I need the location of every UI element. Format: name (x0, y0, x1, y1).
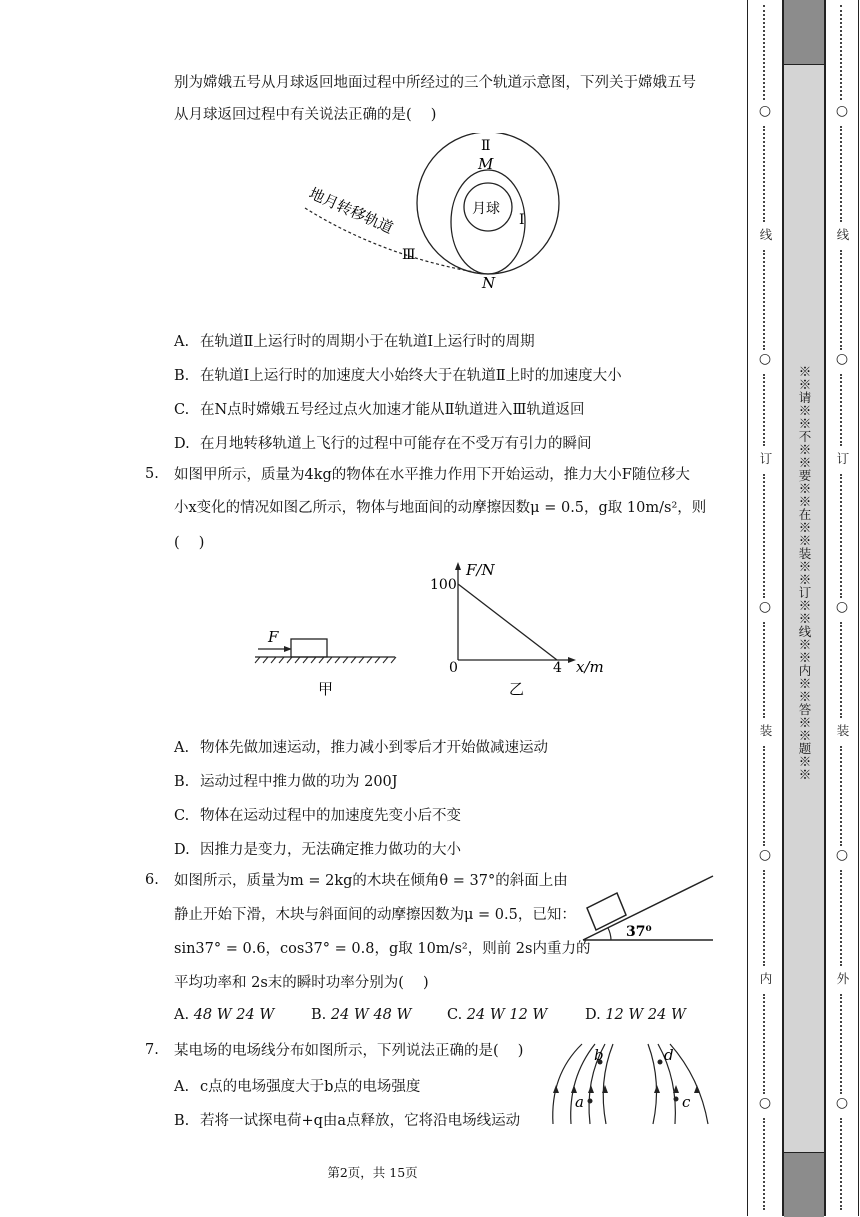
outer-dots-1 (840, 5, 844, 100)
y-axis-label: F/N (466, 561, 495, 579)
q5-option-c: C. 物体在运动过程中的加速度先变小后不变 (174, 808, 461, 824)
q5-line1: 如图甲所示，质量为4kg的物体在水平推力作用下开始运动，推力大小F随位移大 (174, 467, 690, 483)
inner-label-xian: 线 (758, 228, 773, 242)
warning-text: ※※请※※不※※要※※在※※装※※订※※线※※内※※答※※题※※ (797, 365, 812, 781)
warning-strip-top-block (784, 0, 824, 65)
q6-option-a: A. 48 W 24 W (174, 1007, 275, 1023)
inner-dots-4 (763, 374, 767, 446)
q5-option-a: A. 物体先做加速运动，推力减小到零后才开始做减速运动 (174, 740, 548, 756)
field-line-5 (648, 1044, 657, 1124)
outer-circle-1: ○ (835, 103, 849, 119)
ground-hatch (255, 657, 396, 663)
outer-dots-9 (840, 994, 844, 1094)
orbit-I (451, 170, 525, 274)
inner-dots-10 (763, 1118, 767, 1210)
outer-dots-8 (840, 870, 844, 966)
field-line-4 (603, 1044, 613, 1124)
outer-dots-10 (840, 1118, 844, 1210)
q6-line3: sin37° = 0.6，cos37° = 0.8，g取 10m/s²，则前 2s内重力的 (174, 941, 591, 957)
label-N: N (482, 274, 496, 292)
outer-label-zhuang: 装 (835, 724, 850, 738)
page-footer: 第2页，共 15页 (327, 1165, 418, 1180)
label-yi: 乙 (509, 680, 525, 698)
inner-circle-4: ○ (758, 847, 772, 863)
q4-intro-line1: 别为嫦娥五号从月球返回地面过程中所经过的三个轨道示意图，下列关于嫦娥五号 (174, 75, 696, 91)
inner-circle-5: ○ (758, 1095, 772, 1111)
inner-dots-1 (763, 5, 767, 100)
label-jia: 甲 (318, 680, 334, 698)
q6-option-d: D. 12 W 24 W (585, 1007, 686, 1023)
q4-option-d: D. 在月地转移轨道上飞行的过程中可能存在不受万有引力的瞬间 (174, 436, 592, 452)
point-c (674, 1097, 679, 1102)
label-moon: 月球 (472, 201, 500, 217)
outer-dots-5 (840, 474, 844, 598)
q4-option-c: C. 在N点时嫦娥五号经过点火加速才能从Ⅱ轨道进入Ⅲ轨道返回 (174, 402, 585, 418)
q4-option-a: A. 在轨道Ⅱ上运行时的周期小于在轨道Ⅰ上运行时的周期 (174, 334, 535, 350)
q7-line1: 某电场的电场线分布如图所示，下列说法正确的是( ) (174, 1043, 524, 1059)
inner-dots-6 (763, 622, 767, 718)
inner-circle-1: ○ (758, 103, 772, 119)
inner-label-zhuang: 装 (758, 724, 773, 738)
label-I: Ⅰ (519, 212, 525, 228)
inner-dots-7 (763, 746, 767, 846)
y-tick-100: 100 (430, 577, 457, 593)
q5-line2: 小x变化的情况如图乙所示，物体与地面间的动摩擦因数μ = 0.5，g取 10m/s²，则 (174, 500, 707, 516)
outer-dots-7 (840, 746, 844, 846)
outer-label-xian: 线 (835, 228, 850, 242)
inner-dots-2 (763, 126, 767, 222)
label-II: Ⅱ (481, 138, 491, 154)
f-x-line (458, 584, 557, 660)
q6-option-b: B. 24 W 48 W (311, 1007, 412, 1023)
q4-intro-line2: 从月球返回过程中有关说法正确的是( ) (174, 107, 437, 123)
origin-label: 0 (449, 660, 458, 676)
x-axis-arrow (568, 657, 576, 663)
q6-line1: 如图所示，质量为m = 2kg的木块在倾角θ = 37°的斜面上由 (174, 873, 568, 889)
inner-column (747, 0, 783, 1216)
block (291, 639, 327, 657)
angle-label: 37⁰ (626, 924, 652, 940)
q5-line3: ( ) (174, 535, 205, 551)
wood-block (587, 893, 626, 930)
binding-margin (745, 0, 860, 1216)
orbit-diagram (300, 133, 560, 293)
label-d: d (664, 1046, 674, 1064)
outer-dots-4 (840, 374, 844, 446)
q5-option-d: D. 因推力是变力，无法确定推力做功的大小 (174, 842, 461, 858)
outer-dots-6 (840, 622, 844, 718)
inner-dots-9 (763, 994, 767, 1094)
q5-number: 5. (145, 466, 159, 482)
warning-strip-bottom-block (784, 1152, 824, 1217)
label-c: c (682, 1093, 691, 1111)
inner-label-ding: 订 (758, 452, 773, 466)
q7-option-b: B. 若将一试探电荷+q由a点释放，它将沿电场线运动 (174, 1113, 521, 1129)
point-d (658, 1060, 663, 1065)
q6-line4: 平均功率和 2s末的瞬时功率分别为( ) (174, 975, 429, 991)
field-lines-figure (540, 1040, 720, 1130)
label-F: F (268, 628, 279, 646)
q7-number: 7. (145, 1042, 159, 1058)
outer-dots-3 (840, 250, 844, 350)
angle-arc (608, 928, 611, 940)
outer-label-wai: 外 (835, 972, 850, 986)
field-line-1 (553, 1044, 582, 1124)
q7-option-a: A. c点的电场强度大于b点的电场强度 (174, 1079, 421, 1095)
label-transfer: 地月转移轨道 (306, 184, 396, 238)
outer-circle-5: ○ (835, 1095, 849, 1111)
y-axis-arrow (455, 562, 461, 570)
warning-strip (783, 0, 825, 1216)
label-a: a (575, 1093, 584, 1111)
outer-circle-2: ○ (835, 351, 849, 367)
outer-circle-3: ○ (835, 599, 849, 615)
inner-dots-8 (763, 870, 767, 966)
point-a (588, 1099, 593, 1104)
inner-circle-3: ○ (758, 599, 772, 615)
q6-number: 6. (145, 872, 159, 888)
inner-dots-3 (763, 250, 767, 350)
inner-circle-2: ○ (758, 351, 772, 367)
q6-option-c: C. 24 W 12 W (447, 1007, 548, 1023)
q5-figure (250, 555, 620, 700)
outer-circle-4: ○ (835, 847, 849, 863)
label-M: M (478, 155, 494, 173)
x-axis-label: x/m (576, 658, 604, 676)
label-III: Ⅲ (402, 247, 416, 263)
incline-figure (580, 870, 720, 945)
outer-dots-2 (840, 126, 844, 222)
inner-dots-5 (763, 474, 767, 598)
x-tick-4: 4 (553, 660, 562, 676)
inner-label-nei: 内 (758, 972, 773, 986)
q6-line2: 静止开始下滑，木块与斜面间的动摩擦因数为μ = 0.5，已知： (174, 907, 576, 923)
outer-column (825, 0, 859, 1216)
q4-option-b: B. 在轨道Ⅰ上运行时的加速度大小始终大于在轨道Ⅱ上时的加速度大小 (174, 368, 622, 384)
outer-label-ding: 订 (835, 452, 850, 466)
label-b: b (594, 1046, 604, 1064)
q5-option-b: B. 运动过程中推力做的功为 200J (174, 774, 398, 790)
